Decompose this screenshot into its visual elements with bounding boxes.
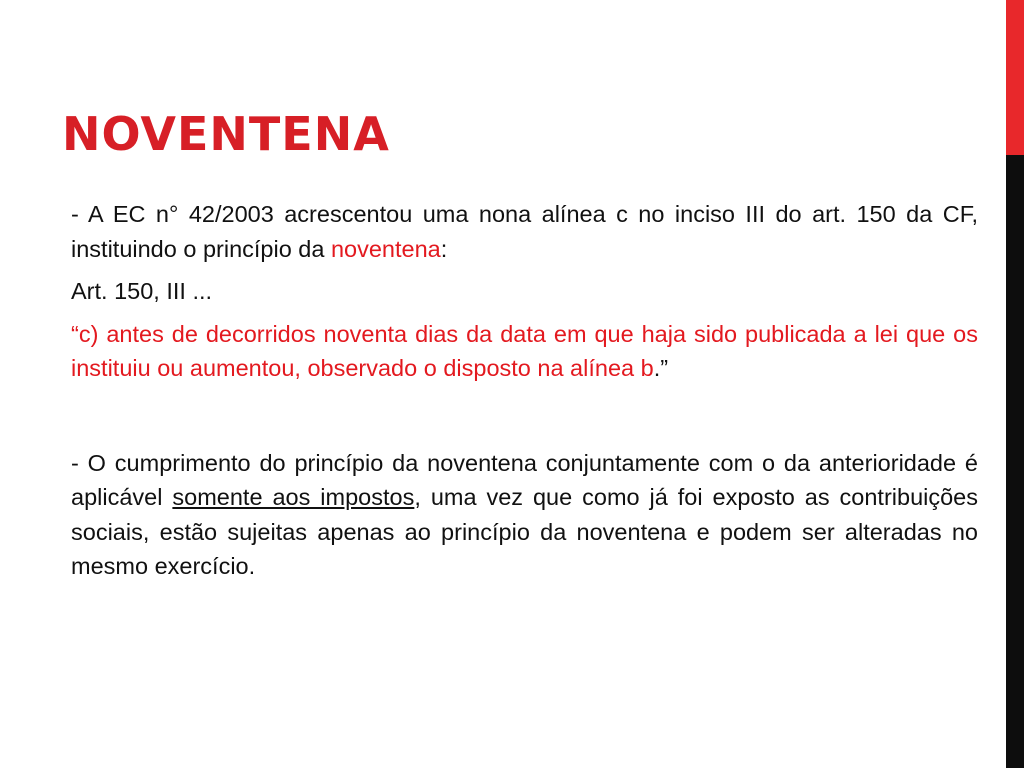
paragraph-ec-42-text: - A EC n° 42/2003 acrescentou uma nona alínea c no inciso III do art. 150 da CF, instituindo o princípio da [71,201,978,262]
slide-title: NOVENTENA [62,107,390,161]
slide-body [71,197,978,584]
paragraph-cumprimento-end: , uma vez que como já foi exposto as contribuições sociais, estão sujeitas apenas ao princípio da noventena e podem ser alteradas no mesmo exercício. [71,484,978,579]
edge-bar-black [1006,155,1024,768]
quote-alinea-c-text: “c) antes de decorridos noventa dias da data em que haja sido publicada a lei que os instituiu ou aumentou, observado o disposto na alínea b [71,320,978,381]
edge-bar-red [1006,0,1024,155]
paragraph-cumprimento [71,446,978,584]
paragraph-ec-42-end: : [440,235,448,262]
paragraph-cumprimento-start: - O cumprimento do princípio da noventena conjuntamente com o da anterioridade é aplicável [71,449,978,510]
paragraph-ec-42 [71,197,978,266]
underlined-somente-aos-impostos: somente aos impostos [172,484,415,510]
highlight-noventena: noventena [330,235,441,262]
article-reference: Art. 150, III ... [71,278,213,304]
quote-alinea-c-end: .” [653,355,669,381]
quote-alinea-c [71,317,978,386]
